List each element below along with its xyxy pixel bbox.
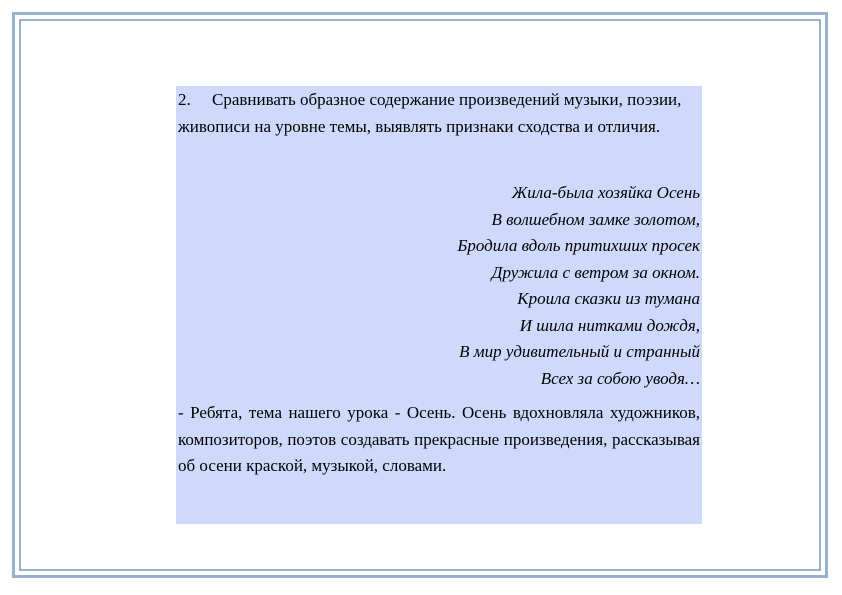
poem-line: Бродила вдоль притихших просек — [457, 236, 700, 255]
poem-line: Дружила с ветром за окном. — [491, 262, 700, 282]
poem — [178, 140, 702, 392]
intro-number: 2. — [178, 90, 191, 109]
poem-line: Кроила сказки из тумана — [517, 289, 700, 308]
text-block — [176, 86, 702, 524]
intro-text: Сравнивать образное содержание произведений музыки, поэзии, живописи на уровне темы, выявлять признаки сходства и отличия. — [178, 90, 682, 136]
poem-line: В мир удивительный и странный — [459, 342, 700, 361]
poem-line: Всех за собою уводя… — [540, 368, 700, 388]
closing-paragraph: - Ребята, тема нашего урока - Осень. Осень вдохновляла художников, композиторов, поэтов создавать прекрасные произведения, рассказывая об осени краской, музыкой, словами. — [178, 403, 700, 475]
poem-line: В волшебном замке золотом, — [491, 209, 700, 229]
poem-line: Жила-была хозяйка Осень — [511, 183, 700, 202]
intro-paragraph — [178, 86, 702, 140]
poem-line: И шила нитками дождя, — [519, 315, 700, 335]
